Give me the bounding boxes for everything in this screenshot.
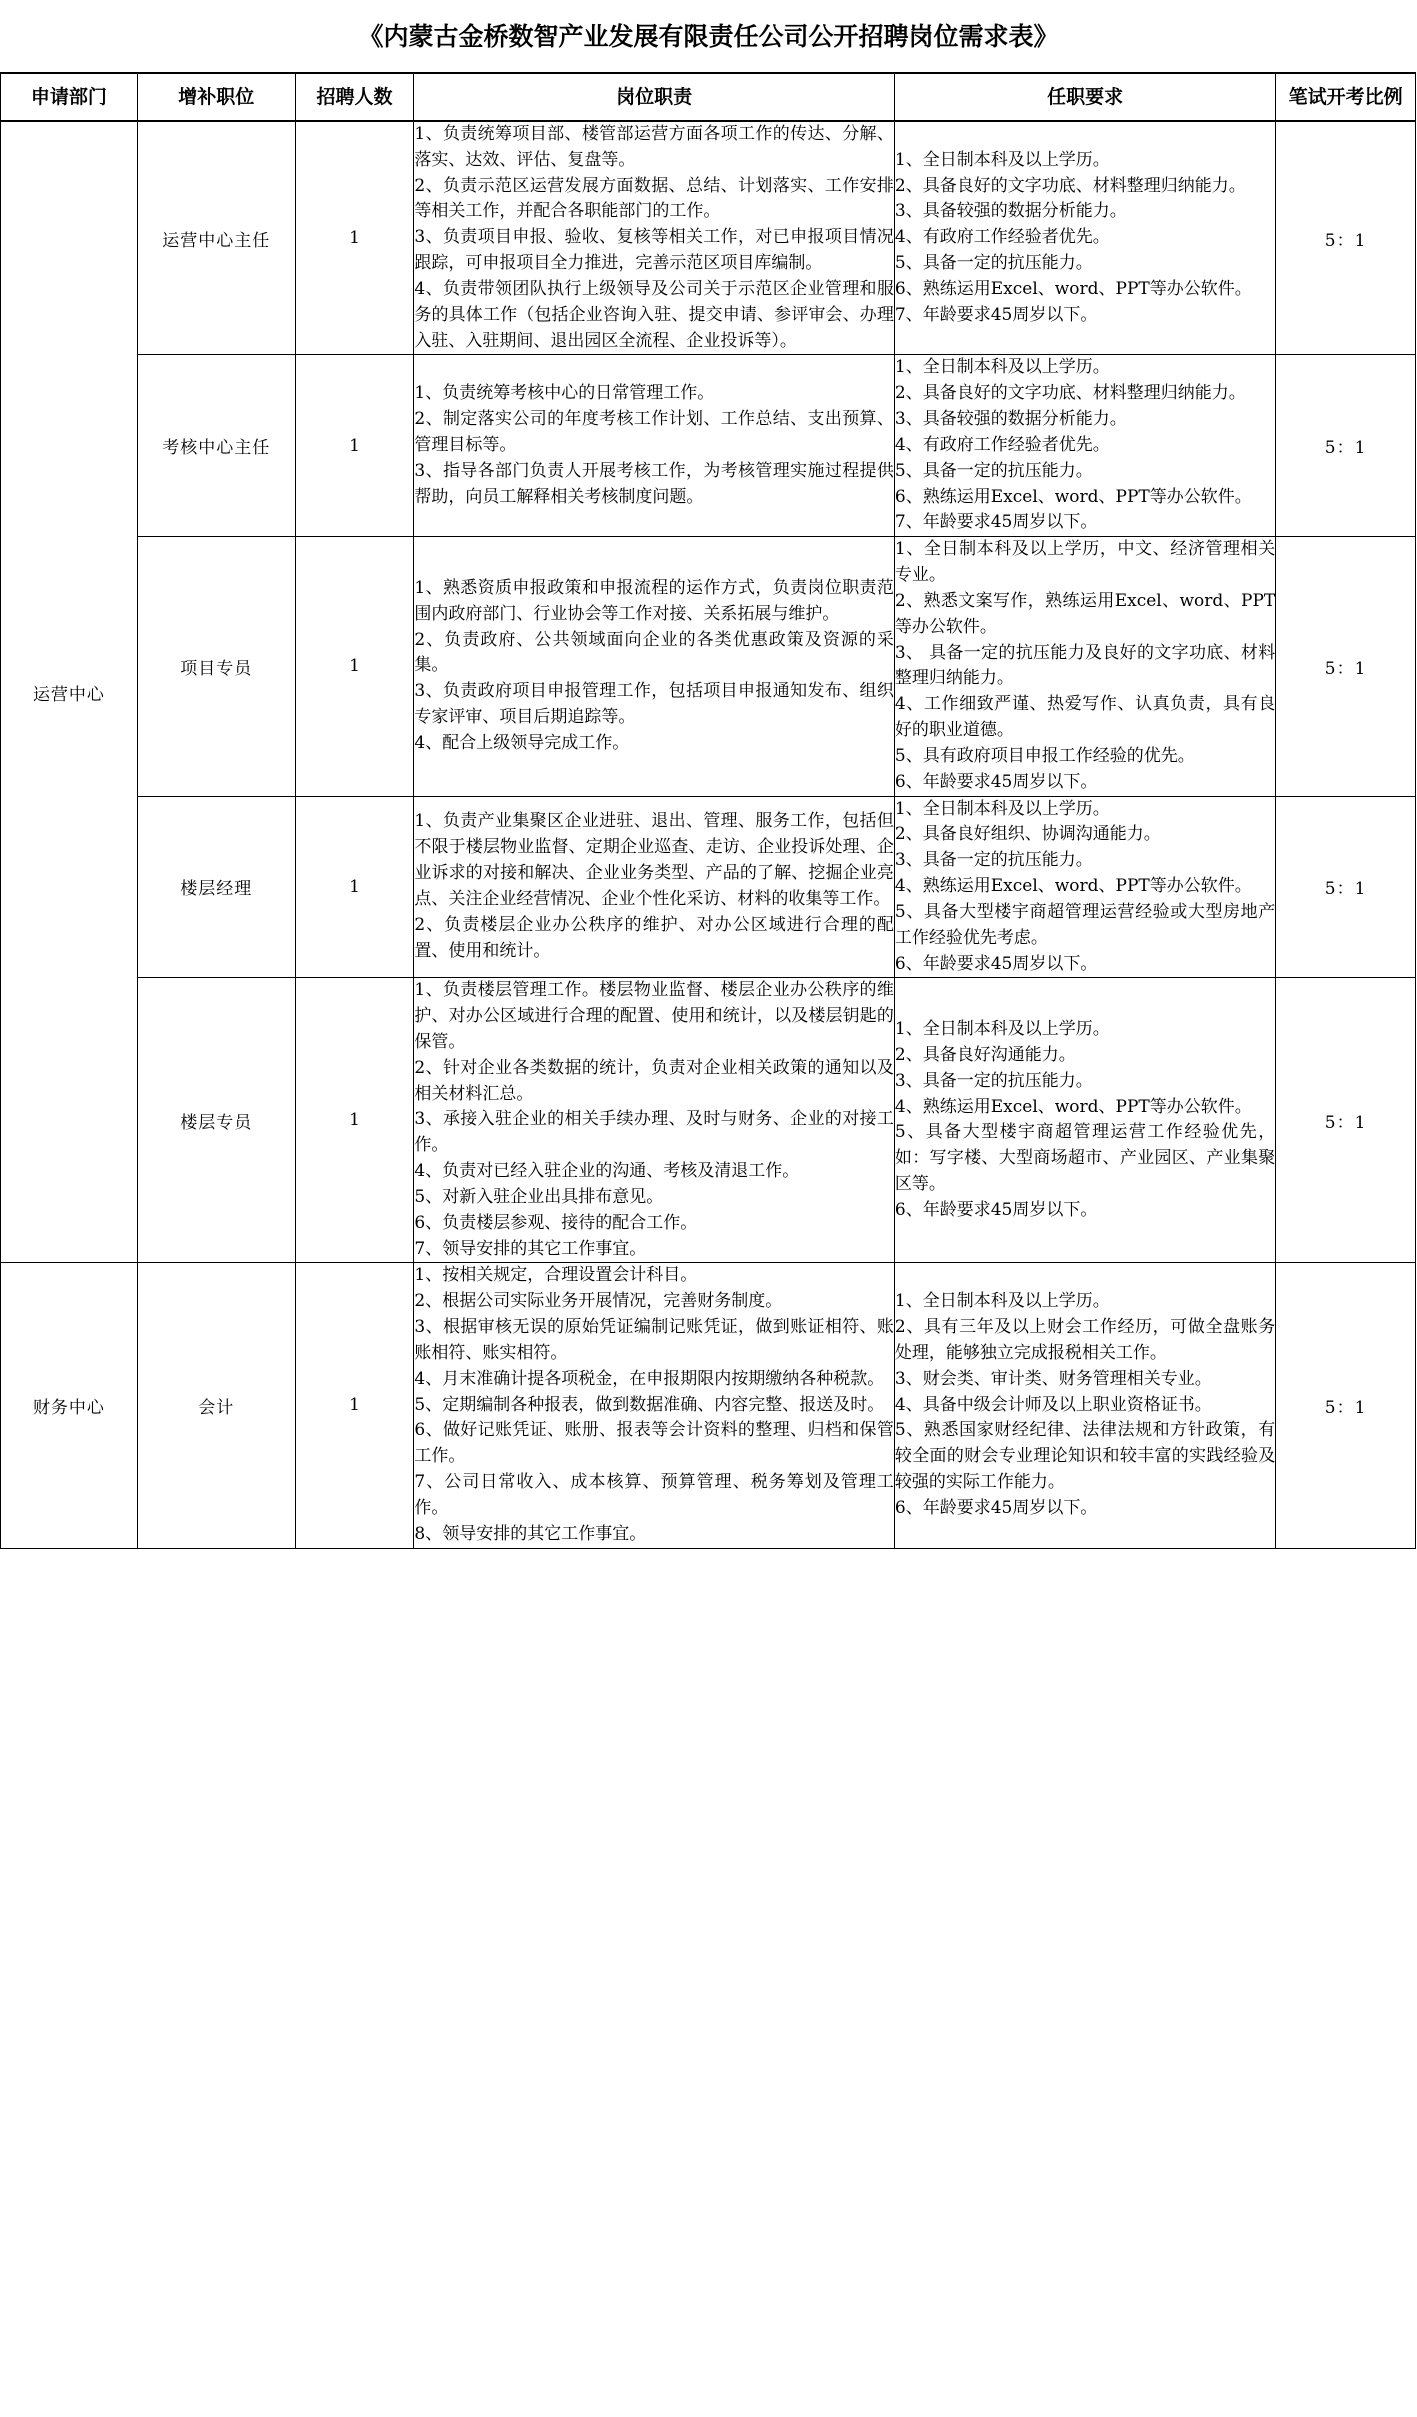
cell-duties <box>414 978 895 1263</box>
list-item: 8、领导安排的其它工作事宜。 <box>414 1523 647 1544</box>
list-item: 1、全日制本科及以上学历，中文、经济管理相关专业。 <box>894 539 1276 586</box>
cell-department: 运营中心 <box>1 121 138 1263</box>
list-item: 7、年龄要求45周岁以下。 <box>894 304 1098 325</box>
list-item: 5、定期编制各种报表，做到数据准确、内容完整、报送及时。 <box>414 1394 885 1415</box>
cell-requirements <box>894 537 1275 796</box>
list-item: 1、按相关规定，合理设置会计科目。 <box>414 1265 698 1286</box>
list-item: 1、全日制本科及以上学历。 <box>894 1019 1110 1040</box>
list-item: 6、熟练运用Excel、word、PPT等办公软件。 <box>894 278 1252 299</box>
list-item: 2、根据公司实际业务开展情况，完善财务制度。 <box>414 1291 783 1312</box>
cell-headcount: 1 <box>295 121 414 355</box>
list-item: 2、负责示范区运营发展方面数据、总结、计划落实、工作安排等相关工作，并配合各职能部门的工作。 <box>414 175 894 222</box>
table-row <box>1 796 1416 978</box>
list-item: 2、具备良好的文字功底、材料整理归纳能力。 <box>894 383 1246 404</box>
cell-headcount: 1 <box>295 537 414 796</box>
table-row <box>1 121 1416 355</box>
cell-headcount: 1 <box>295 796 414 978</box>
cell-position: 会计 <box>137 1263 295 1548</box>
list-item: 3、指导各部门负责人开展考核工作，为考核管理实施过程提供帮助，向员工解释相关考核制度问题。 <box>414 460 894 507</box>
cell-requirements <box>894 121 1275 355</box>
cell-position: 考核中心主任 <box>137 355 295 537</box>
list-item: 1、全日制本科及以上学历。 <box>894 798 1110 819</box>
cell-headcount: 1 <box>295 355 414 537</box>
list-item: 3、具备一定的抗压能力。 <box>894 850 1093 871</box>
column-header-headcount: 招聘人数 <box>295 73 414 121</box>
cell-duties <box>414 355 895 537</box>
cell-duties <box>414 1263 895 1548</box>
cell-exam-ratio: 5：1 <box>1276 537 1416 796</box>
list-item: 4、有政府工作经验者优先。 <box>894 434 1110 455</box>
list-item: 4、负责带领团队执行上级领导及公司关于示范区企业管理和服务的具体工作（包括企业咨询入驻、提交申请、参评审会、办理入驻、入驻期间、退出园区全流程、企业投诉等）。 <box>414 278 894 351</box>
list-item: 2、制定落实公司的年度考核工作计划、工作总结、支出预算、管理目标等。 <box>414 409 894 455</box>
list-item: 4、熟练运用Excel、word、PPT等办公软件。 <box>894 876 1252 897</box>
list-item: 3、财会类、审计类、财务管理相关专业。 <box>894 1368 1212 1389</box>
list-item: 7、年龄要求45周岁以下。 <box>894 512 1098 533</box>
cell-requirements <box>894 1263 1275 1548</box>
list-item: 5、具备一定的抗压能力。 <box>894 253 1093 274</box>
list-item: 6、年龄要求45周岁以下。 <box>894 771 1098 792</box>
list-item: 1、负责统筹项目部、楼管部运营方面各项工作的传达、分解、落实、达效、评估、复盘等。 <box>414 124 894 170</box>
list-item: 5、具备大型楼宇商超管理运营工作经验优先，如：写字楼、大型商场超市、产业园区、产业集聚区等。 <box>894 1122 1276 1195</box>
list-item: 2、负责楼层企业办公秩序的维护、对办公区域进行合理的配置、使用和统计。 <box>414 914 894 961</box>
cell-requirements <box>894 978 1275 1263</box>
list-item: 1、全日制本科及以上学历。 <box>894 1291 1110 1312</box>
table-header <box>1 73 1416 121</box>
cell-exam-ratio: 5：1 <box>1276 796 1416 978</box>
cell-exam-ratio: 5：1 <box>1276 978 1416 1263</box>
list-item: 3、具备一定的抗压能力。 <box>894 1070 1093 1091</box>
column-header-requirements: 任职要求 <box>894 73 1275 121</box>
page-title: 《内蒙古金桥数智产业发展有限责任公司公开招聘岗位需求表》 <box>358 22 1059 51</box>
table-row <box>1 1263 1416 1548</box>
cell-duties <box>414 796 895 978</box>
recruitment-requirements-table <box>0 72 1416 1549</box>
list-item: 3、承接入驻企业的相关手续办理、及时与财务、企业的对接工作。 <box>414 1109 894 1156</box>
list-item: 3、负责项目申报、验收、复核等相关工作，对已申报项目情况跟踪，可申报项目全力推进，完善示范区项目库编制。 <box>414 227 894 274</box>
list-item: 1、负责产业集聚区企业进驻、退出、管理、服务工作，包括但不限于楼层物业监督、定期企业巡查、走访、企业投诉处理、企业诉求的对接和解决、企业业务类型、产品的了解、挖掘企业亮点、关注企业经营情况、企业个性化采访、材料的收集等工作。 <box>414 811 894 909</box>
cell-position: 运营中心主任 <box>137 121 295 355</box>
table-header-row <box>1 73 1416 121</box>
cell-exam-ratio: 5：1 <box>1276 355 1416 537</box>
cell-requirements <box>894 355 1275 537</box>
list-item: 2、具备良好组织、协调沟通能力。 <box>894 824 1161 845</box>
cell-department: 财务中心 <box>1 1263 138 1548</box>
list-item: 4、负责对已经入驻企业的沟通、考核及清退工作。 <box>414 1161 800 1182</box>
list-item: 7、公司日常收入、成本核算、预算管理、税务筹划及管理工作。 <box>414 1472 894 1518</box>
table-body <box>1 121 1416 1548</box>
list-item: 1、全日制本科及以上学历。 <box>894 357 1110 378</box>
list-item: 1、负责统筹考核中心的日常管理工作。 <box>414 383 715 404</box>
cell-duties <box>414 121 895 355</box>
list-item: 6、年龄要求45周岁以下。 <box>894 1199 1098 1220</box>
list-item: 3、根据审核无误的原始凭证编制记账凭证，做到账证相符、账账相符、账实相符。 <box>414 1317 894 1363</box>
list-item: 2、具备良好的文字功底、材料整理归纳能力。 <box>894 175 1246 196</box>
table-row <box>1 537 1416 796</box>
list-item: 4、有政府工作经验者优先。 <box>894 227 1110 248</box>
list-item: 6、负责楼层参观、接待的配合工作。 <box>414 1212 698 1233</box>
list-item: 3、具备较强的数据分析能力。 <box>894 201 1127 222</box>
list-item: 6、熟练运用Excel、word、PPT等办公软件。 <box>894 486 1252 507</box>
cell-exam-ratio: 5：1 <box>1276 1263 1416 1548</box>
list-item: 5、具有政府项目申报工作经验的优先。 <box>894 745 1195 766</box>
list-item: 2、具备良好沟通能力。 <box>894 1044 1076 1065</box>
cell-exam-ratio: 5：1 <box>1276 121 1416 355</box>
list-item: 7、领导安排的其它工作事宜。 <box>414 1238 647 1259</box>
list-item: 4、工作细致严谨、热爱写作、认真负责，具有良好的职业道德。 <box>894 694 1276 741</box>
list-item: 5、对新入驻企业出具排布意见。 <box>414 1186 664 1207</box>
column-header-duties: 岗位职责 <box>414 73 895 121</box>
list-item: 2、熟悉文案写作，熟练运用Excel、word、PPT等办公软件。 <box>894 590 1276 637</box>
cell-headcount: 1 <box>295 978 414 1263</box>
list-item: 3、负责政府项目申报管理工作，包括项目申报通知发布、组织专家评审、项目后期追踪等。 <box>414 681 894 728</box>
table-row <box>1 978 1416 1263</box>
list-item: 2、负责政府、公共领域面向企业的各类优惠政策及资源的采集。 <box>414 629 894 676</box>
cell-headcount: 1 <box>295 1263 414 1548</box>
cell-position: 项目专员 <box>137 537 295 796</box>
list-item: 1、熟悉资质申报政策和申报流程的运作方式，负责岗位职责范围内政府部门、行业协会等工作对接、关系拓展与维护。 <box>414 577 894 624</box>
list-item: 4、配合上级领导完成工作。 <box>414 732 630 753</box>
list-item: 5、具备一定的抗压能力。 <box>894 460 1093 481</box>
list-item: 6、做好记账凭证、账册、报表等会计资料的整理、归档和保管工作。 <box>414 1420 894 1467</box>
list-item: 1、全日制本科及以上学历。 <box>894 149 1110 170</box>
list-item: 5、具备大型楼宇商超管理运营经验或大型房地产工作经验优先考虑。 <box>894 901 1276 948</box>
list-item: 6、年龄要求45周岁以下。 <box>894 1497 1098 1518</box>
column-header-department: 申请部门 <box>1 73 138 121</box>
list-item: 4、熟练运用Excel、word、PPT等办公软件。 <box>894 1096 1252 1117</box>
list-item: 3、 具备一定的抗压能力及良好的文字功底、材料整理归纳能力。 <box>894 642 1276 689</box>
column-header-position: 增补职位 <box>137 73 295 121</box>
list-item: 1、负责楼层管理工作。楼层物业监督、楼层企业办公秩序的维护、对办公区域进行合理的配置、使用和统计，以及楼层钥匙的保管。 <box>414 980 894 1052</box>
list-item: 5、熟悉国家财经纪律、法律法规和方针政策，有较全面的财会专业理论知识和较丰富的实践经验及较强的实际工作能力。 <box>894 1420 1276 1493</box>
column-header-exam-ratio: 笔试开考比例 <box>1276 73 1416 121</box>
list-item: 2、具有三年及以上财会工作经历，可做全盘账务处理，能够独立完成报税相关工作。 <box>894 1317 1276 1363</box>
cell-duties <box>414 537 895 796</box>
list-item: 4、月末准确计提各项税金，在申报期限内按期缴纳各种税款。 <box>414 1368 885 1389</box>
cell-requirements <box>894 796 1275 978</box>
cell-position: 楼层经理 <box>137 796 295 978</box>
list-item: 4、具备中级会计师及以上职业资格证书。 <box>894 1394 1212 1415</box>
list-item: 2、针对企业各类数据的统计，负责对企业相关政策的通知以及相关材料汇总。 <box>414 1057 894 1104</box>
cell-position: 楼层专员 <box>137 978 295 1263</box>
table-row <box>1 355 1416 537</box>
list-item: 3、具备较强的数据分析能力。 <box>894 409 1127 430</box>
list-item: 6、年龄要求45周岁以下。 <box>894 953 1098 974</box>
